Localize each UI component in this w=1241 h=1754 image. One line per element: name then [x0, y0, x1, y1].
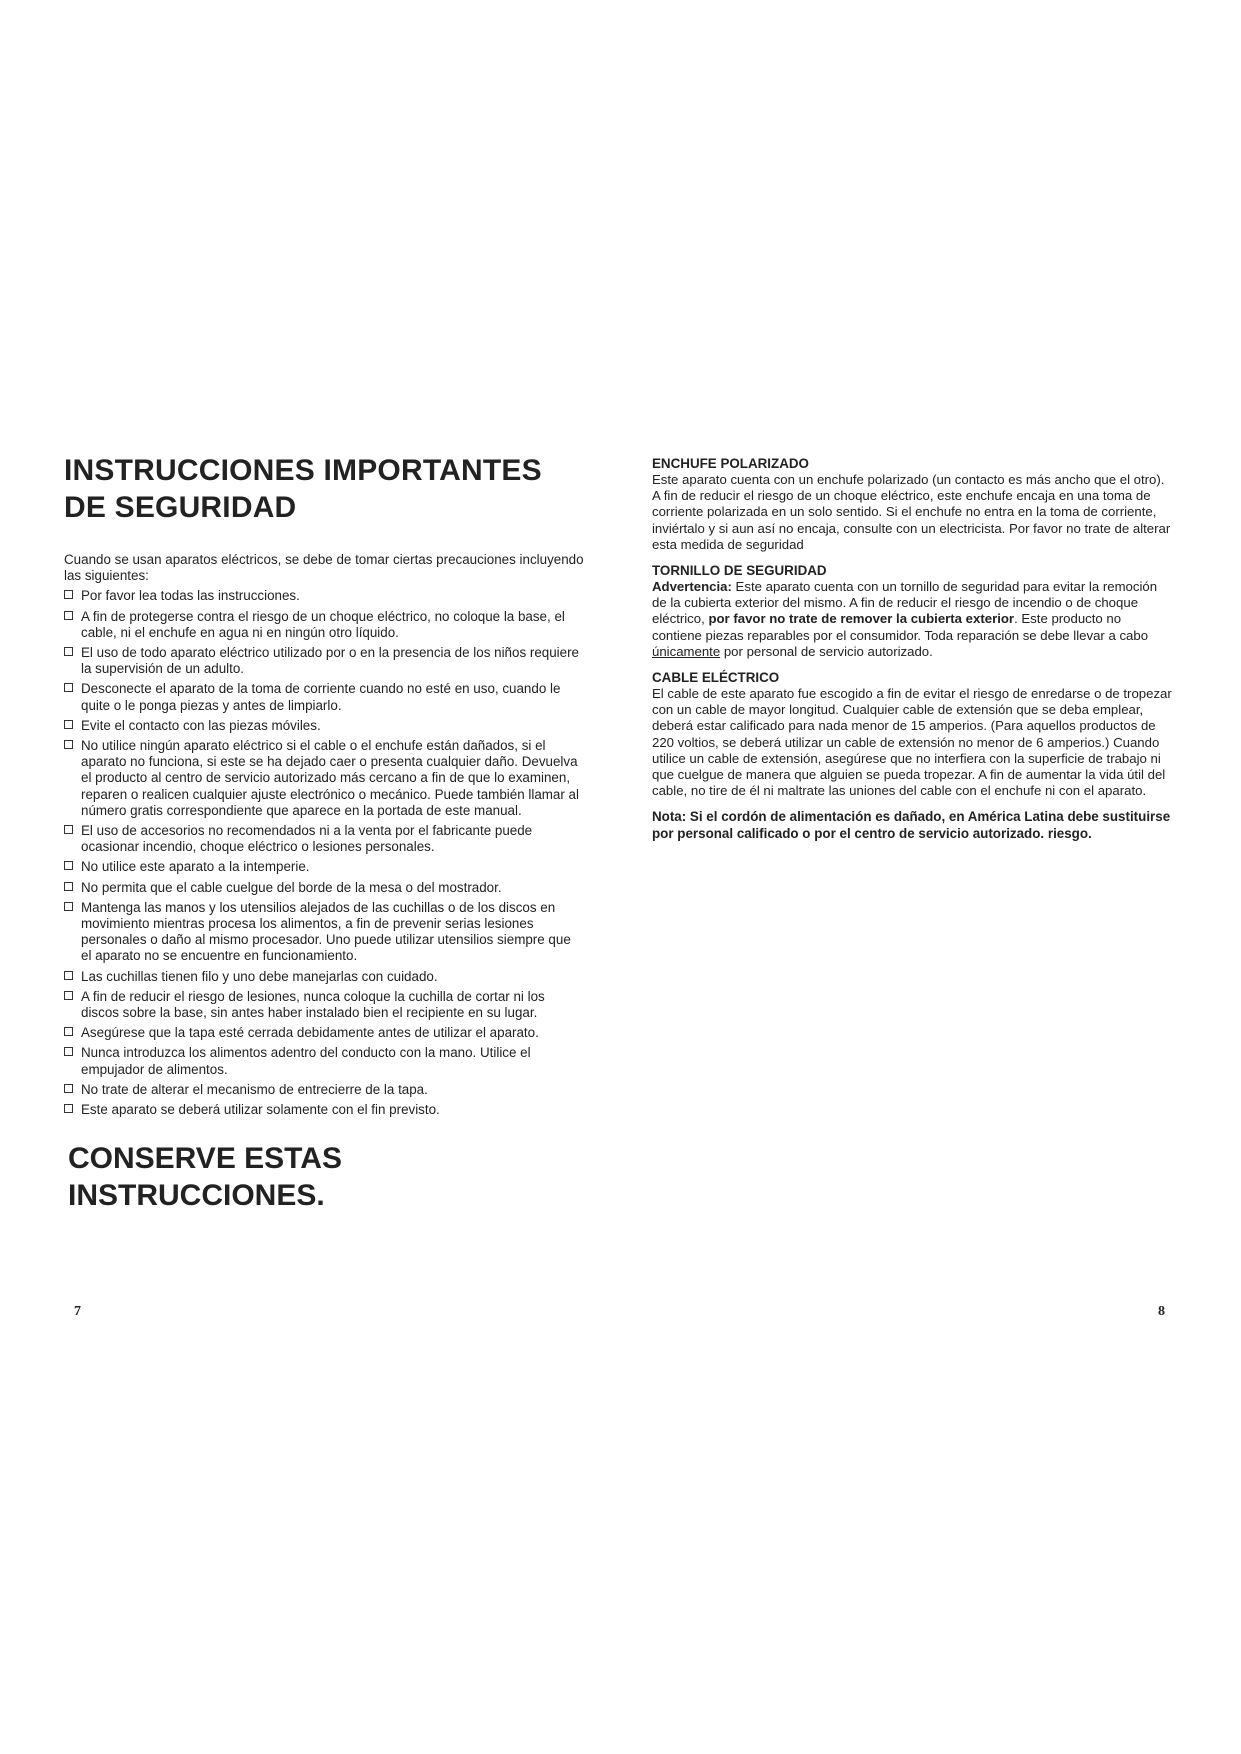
list-item	[64, 880, 584, 896]
checkbox-square-icon	[64, 683, 73, 692]
list-item-text: Por favor lea todas las instrucciones.	[81, 588, 300, 604]
list-item-text: A fin de protegerse contra el riesgo de un choque eléctrico, no coloque la base, el cable, ni el enchufe en agua ni en ningún otro líquido.	[81, 608, 565, 640]
electric-cord-section	[652, 670, 1172, 799]
list-item	[64, 609, 584, 641]
left-page	[64, 452, 584, 1214]
save-instructions-title	[68, 1140, 584, 1214]
latin-america-note: Nota: Si el cordón de alimentación es dañado, en América Latina debe sustituirse por personal calificado o por el centro de servicio autorizado. riesgo.	[652, 809, 1171, 841]
section-body: Este aparato cuenta con un enchufe polarizado (un contacto es más ancho que el otro). A fin de reducir el riesgo de un choque eléctrico, este enchufe encaja en una toma de corriente polarizada en un solo sentido. Si el enchufe no entra en la toma de corriente, inviértalo y si aun así no encaja, consulte con un electricista. Por favor no trate de alterar esta medida de seguridad	[652, 472, 1171, 552]
save-line-2: INSTRUCCIONES.	[68, 1179, 325, 1213]
right-page	[652, 456, 1172, 842]
list-item	[64, 1045, 584, 1077]
list-item	[64, 900, 584, 965]
page-number-left: 7	[74, 1304, 81, 1319]
list-item-text: No trate de alterar el mecanismo de entrecierre de la tapa.	[81, 1081, 428, 1097]
list-item-text: Mantenga las manos y los utensilios alejados de las cuchillas o de los discos en movimiento mientras procesa los alimentos, a fin de prevenir serias lesiones personales o daño al mismo procesador. Uno puede utilizar utensilios siempre que el aparato no se encuentre en funcionamiento.	[81, 899, 571, 964]
checkbox-square-icon	[64, 1047, 73, 1056]
screw-underlined-text: únicamente	[652, 643, 721, 659]
checkbox-square-icon	[64, 861, 73, 870]
checkbox-square-icon	[64, 720, 73, 729]
title-line-1: INSTRUCCIONES IMPORTANTES	[64, 454, 542, 487]
list-item-text: No utilice ningún aparato eléctrico si el cable o el enchufe están dañados, si el aparato no funciona, si este se ha dejado caer o presenta cualquier daño. Devuelva el producto al centro de servicio autorizado más cercano a fin de que lo examinen, reparen o realicen cualquier ajuste electrónico o mecánico. Puede también llamar al número gratis correspondiente que aparece en la portada de este manual.	[81, 738, 579, 818]
screw-text-3: por personal de servicio autorizado.	[720, 643, 933, 659]
list-item-text: Asegúrese que la tapa esté cerrada debidamente antes de utilizar el aparato.	[81, 1025, 539, 1041]
list-item	[64, 1082, 584, 1098]
page-number-right: 8	[1158, 1304, 1165, 1319]
checkbox-square-icon	[64, 1104, 73, 1113]
list-item	[64, 969, 584, 985]
list-item-text: No permita que el cable cuelgue del borde de la mesa o del mostrador.	[81, 879, 502, 895]
section-body	[652, 579, 1172, 660]
section-heading: TORNILLO DE SEGURIDAD	[652, 563, 827, 579]
list-item	[64, 823, 584, 855]
list-item-text: Las cuchillas tienen filo y uno debe manejarlas con cuidado.	[81, 968, 438, 984]
checkbox-square-icon	[64, 611, 73, 620]
list-item	[64, 738, 584, 819]
warning-label: Advertencia:	[652, 579, 732, 595]
list-item-text: Nunca introduzca los alimentos adentro del conducto con la mano. Utilice el empujador de alimentos.	[81, 1045, 531, 1077]
screw-text-2: . Este producto no contiene piezas reparables por el consumidor. Toda reparación se debe llevar a cabo	[652, 611, 1149, 643]
section-body: El cable de este aparato fue escogido a fin de evitar el riesgo de enredarse o de tropezar con un cable de mayor longitud. Cualquier cable de extensión que se deba emplear, deberá estar calificado para nada menor de 15 amperios. (Para aquellos productos de 220 voltios, se deberá utilizar un cable de extensión no menor de 6 amperios.) Cuando utilice un cable de extensión, asegúrese que no interfiera con la superficie de trabajo ni que cuelgue de manera que alguien se pueda tropezar. A fin de aumentar la vida útil del cable, no tire de él ni maltrate las uniones del cable con el enchufe ni con el aparato.	[652, 686, 1172, 799]
list-item	[64, 718, 584, 734]
safety-screw-section	[652, 563, 1172, 660]
list-item	[64, 859, 584, 875]
list-item-text: El uso de todo aparato eléctrico utilizado por o en la presencia de los niños requiere la supervisión de un adulto.	[81, 645, 579, 677]
list-item	[64, 645, 584, 677]
checkbox-square-icon	[64, 882, 73, 891]
list-item	[64, 1025, 584, 1041]
save-line-1: CONSERVE ESTAS	[68, 1142, 342, 1176]
title-line-2: DE SEGURIDAD	[64, 491, 297, 524]
safety-list	[64, 588, 584, 1118]
checkbox-square-icon	[64, 825, 73, 834]
checkbox-square-icon	[64, 971, 73, 980]
checkbox-square-icon	[64, 991, 73, 1000]
section-heading: CABLE ELÉCTRICO	[652, 670, 780, 686]
list-item-text: Desconecte el aparato de la toma de corriente cuando no esté en uso, cuando le quite o le ponga piezas y antes de limpiarlo.	[81, 681, 561, 713]
list-item-text: El uso de accesorios no recomendados ni a la venta por el fabricante puede ocasionar incendio, choque eléctrico o lesiones personales.	[81, 823, 533, 855]
checkbox-square-icon	[64, 740, 73, 749]
screw-bold-text: por favor no trate de remover la cubierta exterior	[708, 611, 1015, 627]
list-item-text: A fin de reducir el riesgo de lesiones, nunca coloque la cuchilla de cortar ni los discos sobre la base, sin antes haber instalado bien el recipiente en su lugar.	[81, 988, 545, 1021]
list-item	[64, 588, 584, 604]
checkbox-square-icon	[64, 1027, 73, 1036]
section-heading: ENCHUFE POLARIZADO	[652, 456, 809, 471]
page-title	[64, 452, 584, 526]
screw-text-1: Este aparato cuenta con un tornillo de seguridad para evitar la remoción de la cubierta exterior del mismo. A fin de reducir el riesgo de incendio o de choque eléctrico,	[652, 579, 1158, 627]
checkbox-square-icon	[64, 647, 73, 656]
list-item	[64, 1102, 584, 1118]
list-item	[64, 681, 584, 713]
intro-text: Cuando se usan aparatos eléctricos, se debe de tomar ciertas precauciones incluyendo las siguientes:	[64, 552, 584, 584]
checkbox-square-icon	[64, 1084, 73, 1093]
list-item-text: Evite el contacto con las piezas móviles.	[81, 717, 321, 733]
checkbox-square-icon	[64, 590, 73, 599]
checkbox-square-icon	[64, 902, 73, 911]
polarized-plug-section	[652, 456, 1172, 553]
list-item-text: No utilice este aparato a la intemperie.	[81, 859, 310, 875]
list-item-text: Este aparato se deberá utilizar solamente con el fin previsto.	[81, 1102, 440, 1118]
list-item	[64, 989, 584, 1021]
